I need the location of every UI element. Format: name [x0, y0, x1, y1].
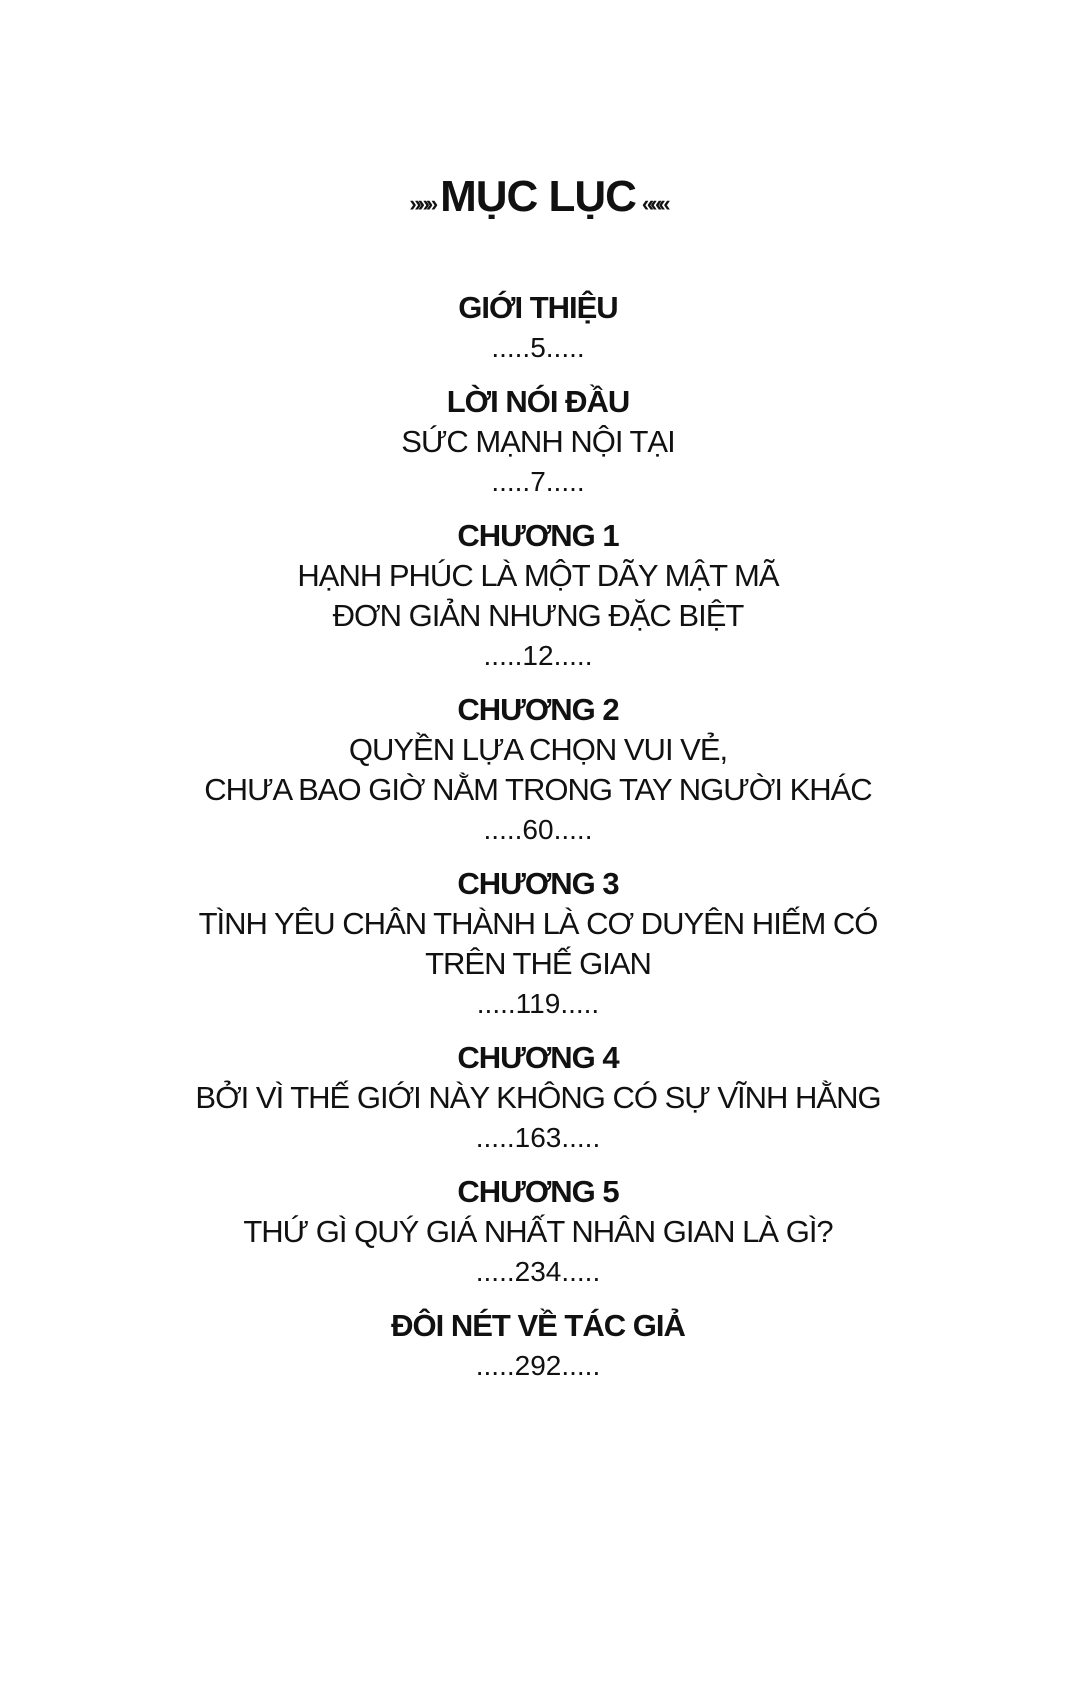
entry-subtitle-line: SỨC MẠNH NỘI TẠI — [401, 424, 675, 459]
entry-subtitle-line: ĐƠN GIẢN NHƯNG ĐẶC BIỆT — [332, 598, 744, 633]
entry-subtitle-line: HẠNH PHÚC LÀ MỘT DÃY MẬT MÃ — [297, 558, 779, 593]
entry-subtitle-line: QUYỀN LỰA CHỌN VUI VẺ, — [348, 732, 728, 767]
entry-label: LỜI NÓI ĐẦU — [446, 384, 630, 419]
toc-entry-chapter-5[interactable] — [0, 1172, 1076, 1292]
toc-entry-chapter-3[interactable] — [0, 864, 1076, 1024]
entry-page-number: .....5..... — [491, 332, 585, 363]
toc-entry-about-author[interactable] — [0, 1306, 1076, 1386]
left-arrows-ornament-icon: »»» — [409, 191, 435, 216]
right-arrows-ornament-icon: ««« — [641, 191, 667, 216]
toc-list — [0, 288, 1076, 1386]
entry-label: CHƯƠNG 4 — [457, 1040, 619, 1075]
entry-page-number: .....12..... — [483, 640, 593, 671]
entry-page-number: .....163..... — [475, 1122, 601, 1153]
toc-entry-chapter-2[interactable] — [0, 690, 1076, 850]
entry-label: ĐÔI NÉT VỀ TÁC GIẢ — [391, 1308, 685, 1343]
toc-entry-preface[interactable] — [0, 382, 1076, 502]
entry-label: CHƯƠNG 5 — [457, 1174, 619, 1209]
entry-subtitle-line: TRÊN THẾ GIAN — [425, 946, 651, 981]
entry-label: CHƯƠNG 3 — [457, 866, 619, 901]
entry-subtitle-line: TÌNH YÊU CHÂN THÀNH LÀ CƠ DUYÊN HIẾM CÓ — [198, 906, 878, 941]
toc-entry-chapter-1[interactable] — [0, 516, 1076, 676]
entry-label: GIỚI THIỆU — [458, 290, 618, 325]
entry-label: CHƯƠNG 1 — [457, 518, 619, 553]
entry-page-number: .....7..... — [491, 466, 585, 497]
entry-page-number: .....234..... — [475, 1256, 601, 1287]
entry-page-number: .....119..... — [476, 988, 600, 1019]
toc-title: MỤC LỤC — [440, 172, 636, 221]
entry-subtitle-line: THỨ GÌ QUÝ GIÁ NHẤT NHÂN GIAN LÀ GÌ? — [243, 1214, 833, 1249]
entry-page-number: .....60..... — [483, 814, 593, 845]
toc-entry-chapter-4[interactable] — [0, 1038, 1076, 1158]
entry-page-number: .....292..... — [475, 1350, 601, 1381]
entry-subtitle-line: BỞI VÌ THẾ GIỚI NÀY KHÔNG CÓ SỰ VĨNH HẰNG — [195, 1080, 881, 1115]
entry-subtitle-line: CHƯA BAO GIỜ NẰM TRONG TAY NGƯỜI KHÁC — [204, 772, 872, 807]
toc-heading — [0, 172, 1076, 222]
entry-label: CHƯƠNG 2 — [457, 692, 619, 727]
toc-entry-introduction[interactable] — [0, 288, 1076, 368]
